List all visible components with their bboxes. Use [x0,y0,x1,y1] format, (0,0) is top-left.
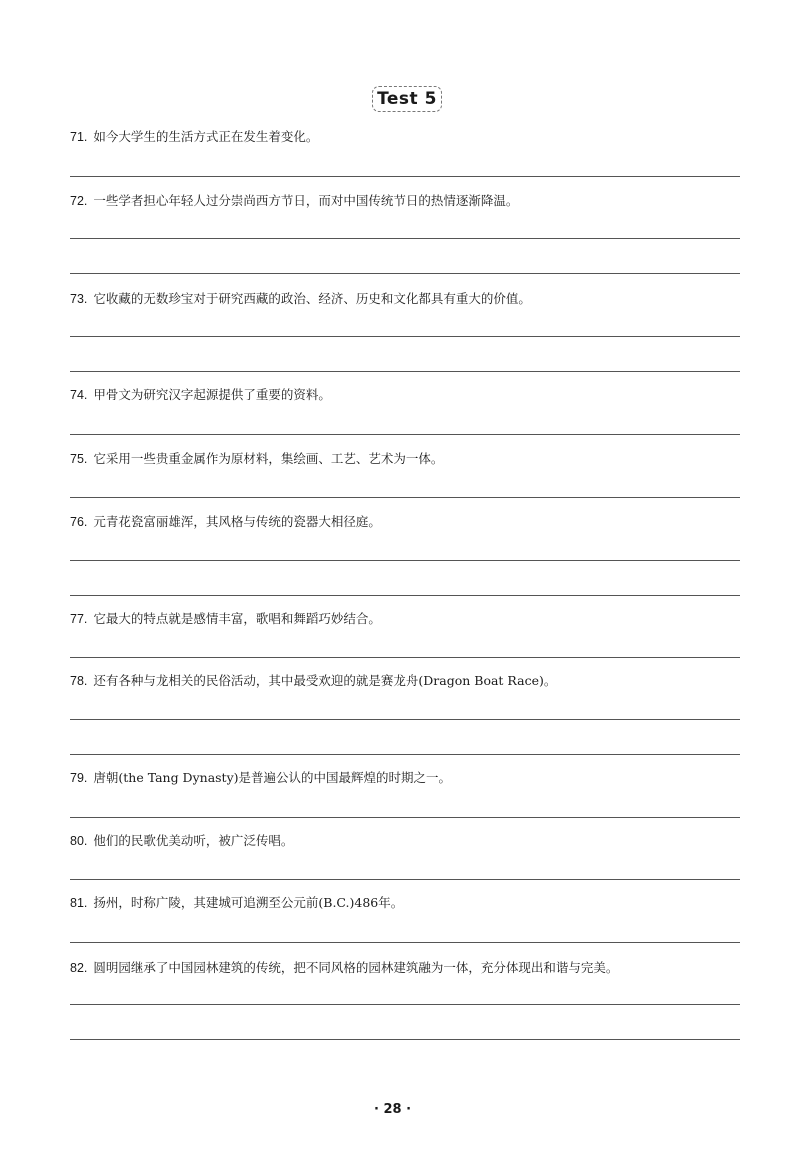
question-text: 如今大学生的生活方式正在发生着变化。 [93,129,319,144]
question-71 [70,127,318,145]
question-number: 79. [70,771,88,785]
question-81 [70,893,403,911]
question-text: 它最大的特点就是感情丰富，歌唱和舞蹈巧妙结合。 [93,611,381,626]
question-74 [70,385,331,403]
question-number: 80. [70,834,88,848]
question-79 [70,768,451,786]
question-82 [70,958,618,976]
question-number: 75. [70,452,88,466]
question-text: 甲骨文为研究汉字起源提供了重要的资料。 [93,387,331,402]
answer-line [70,657,740,658]
question-number: 77. [70,612,88,626]
page-number: · 28 · [373,1102,412,1117]
question-number: 82. [70,961,88,975]
question-text: 他们的民歌优美动听，被广泛传唱。 [93,833,294,848]
question-text: 唐朝(the Tang Dynasty)是普遍公认的中国最辉煌的时期之一。 [93,770,452,785]
question-number: 71. [70,130,88,144]
question-number: 72. [70,194,88,208]
question-72 [70,191,518,209]
question-text: 它收藏的无数珍宝对于研究西藏的政治、经济、历史和文化都具有重大的价值。 [93,291,531,306]
answer-line [70,595,740,596]
answer-line [70,754,740,755]
answer-line [70,336,740,337]
question-text: 元青花瓷富丽雄浑，其风格与传统的瓷器大相径庭。 [93,514,381,529]
answer-line [70,1039,740,1040]
question-text: 圆明园继承了中国园林建筑的传统，把不同风格的园林建筑融为一体，充分体现出和谐与完美。 [93,960,619,975]
question-text: 还有各种与龙相关的民俗活动，其中最受欢迎的就是赛龙舟(Dragon Boat Race)。 [93,673,557,688]
answer-line [70,942,740,943]
question-number: 78. [70,674,88,688]
answer-line [70,497,740,498]
question-text: 一些学者担心年轻人过分崇尚西方节日，而对中国传统节日的热情逐渐降温。 [93,193,519,208]
answer-line [70,371,740,372]
question-80 [70,831,293,849]
question-78 [70,671,556,689]
answer-line [70,273,740,274]
answer-line [70,1004,740,1005]
question-number: 76. [70,515,88,529]
question-number: 73. [70,292,88,306]
answer-line [70,238,740,239]
answer-line [70,719,740,720]
answer-line [70,176,740,177]
answer-line [70,817,740,818]
test-title: Test 5 [372,86,442,112]
question-text: 它采用一些贵重金属作为原材料，集绘画、工艺、艺术为一体。 [93,451,444,466]
answer-line [70,560,740,561]
question-number: 81. [70,896,88,910]
question-73 [70,289,531,307]
answer-line [70,879,740,880]
answer-line [70,434,740,435]
question-number: 74. [70,388,88,402]
question-77 [70,609,381,627]
question-text: 扬州，时称广陵，其建城可追溯至公元前(B.C.)486年。 [93,895,404,910]
question-76 [70,512,381,530]
question-75 [70,449,443,467]
